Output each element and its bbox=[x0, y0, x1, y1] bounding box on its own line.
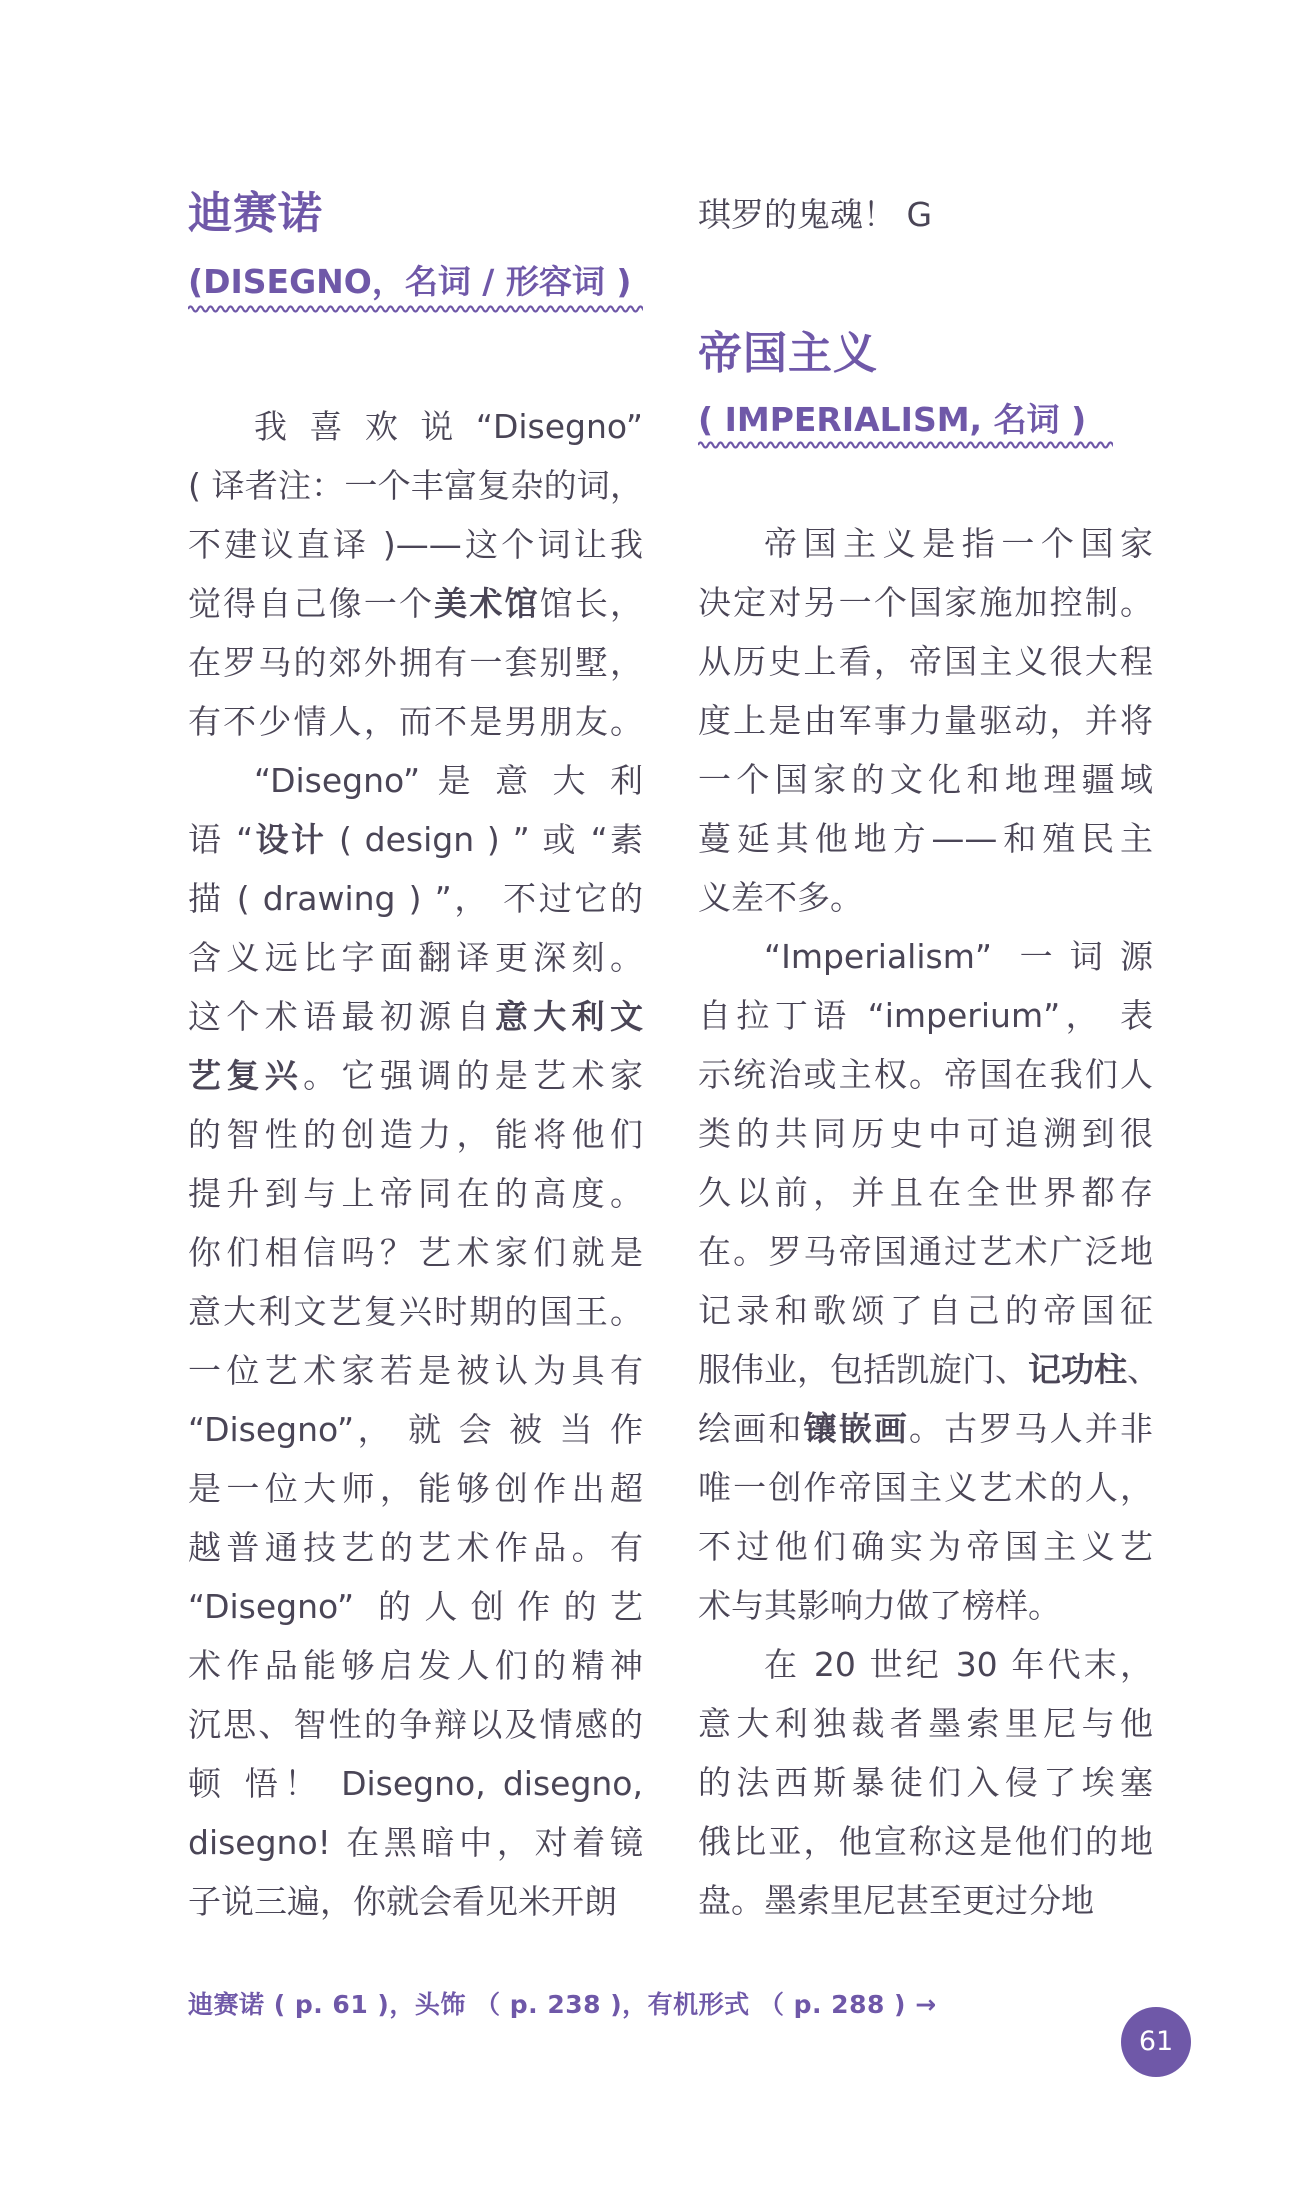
text-run: 自拉丁语 “imperium”， 表 bbox=[698, 996, 1153, 1035]
text-run: 意大利独裁者墨索里尼与他 bbox=[698, 1704, 1153, 1743]
body-line bbox=[698, 809, 1153, 868]
text-run: 。古罗马人并非 bbox=[909, 1409, 1154, 1448]
text-run: 觉得自己像一个 bbox=[188, 584, 435, 623]
text-run: 越普通技艺的艺术作品。有 bbox=[188, 1528, 643, 1567]
entry-pos-imperialism: ( IMPERIALISM, 名词 ) bbox=[698, 400, 1087, 439]
body-line bbox=[188, 1282, 643, 1341]
text-run: 我 喜 欢 说 “Disegno” bbox=[254, 407, 643, 446]
body-line bbox=[188, 1636, 643, 1695]
text-run: 服伟业，包括凯旋门、 bbox=[698, 1350, 1028, 1389]
text-run: 在。罗马帝国通过艺术广泛地 bbox=[698, 1232, 1153, 1271]
text-run: 术作品能够启发人们的精神 bbox=[188, 1646, 643, 1685]
body-line bbox=[698, 1163, 1153, 1222]
body-line bbox=[188, 1518, 643, 1577]
text-run: 记录和歌颂了自己的帝国征 bbox=[698, 1291, 1153, 1330]
text-run: 你们相信吗？艺术家们就是 bbox=[188, 1233, 643, 1272]
body-line bbox=[698, 986, 1153, 1045]
text-run: “Disegno” 的人创作的艺 bbox=[188, 1587, 643, 1626]
body-line bbox=[188, 1459, 643, 1518]
body-line bbox=[188, 1577, 643, 1636]
body-line bbox=[188, 397, 643, 456]
text-run: 、 bbox=[1127, 1350, 1160, 1389]
body-line bbox=[188, 1223, 643, 1282]
glossary-term: 设计 bbox=[253, 820, 327, 859]
body-line bbox=[188, 1105, 643, 1164]
body-line bbox=[698, 1104, 1153, 1163]
glossary-term: 美术馆 bbox=[434, 584, 540, 623]
glossary-term: 镶嵌画 bbox=[803, 1409, 909, 1448]
text-run: “Disegno” 是 意 大 利 bbox=[254, 761, 643, 800]
body-line bbox=[698, 1458, 1153, 1517]
text-run: 不过他们确实为帝国主义艺 bbox=[698, 1527, 1153, 1566]
body-line bbox=[698, 750, 1153, 809]
body-line bbox=[188, 1164, 643, 1223]
wavy-underline-disegno bbox=[188, 303, 643, 315]
body-line bbox=[698, 1517, 1153, 1576]
text-run: 从历史上看，帝国主义很大程 bbox=[698, 642, 1153, 681]
text-run: 绘画和 bbox=[698, 1409, 804, 1448]
text-run: 馆长， bbox=[539, 584, 644, 623]
body-line bbox=[188, 1046, 643, 1105]
text-run: 不建议直译 )——这个词让我 bbox=[188, 525, 643, 564]
text-run: 蔓延其他地方——和殖民主 bbox=[698, 819, 1153, 858]
entry-term-disegno: 迪赛诺 bbox=[188, 188, 323, 239]
text-run: “Imperialism” 一词源 bbox=[764, 937, 1153, 976]
text-run: 度上是由军事力量驱动，并将 bbox=[698, 701, 1153, 740]
body-line bbox=[698, 1576, 1153, 1635]
body-line bbox=[188, 1695, 643, 1754]
text-run: 语 “ bbox=[188, 820, 254, 859]
glossary-term: 意大利文 bbox=[494, 997, 644, 1036]
text-run: 盘。墨索里尼甚至更过分地 bbox=[698, 1881, 1094, 1920]
body-line bbox=[698, 1871, 1153, 1930]
text-run: 在 20 世纪 30 年代末， bbox=[764, 1645, 1153, 1684]
text-run: disegno! 在黑暗中，对着镜 bbox=[188, 1823, 643, 1862]
wavy-underline-imperialism bbox=[698, 439, 1113, 451]
body-line bbox=[698, 1222, 1153, 1281]
body-line bbox=[188, 1400, 643, 1459]
body-line bbox=[698, 1635, 1153, 1694]
text-run: 这个术语最初源自 bbox=[188, 997, 495, 1036]
cross-references: 迪赛诺 ( p. 61 )，头饰 （ p. 238 )，有机形式 （ p. 288 ) → bbox=[188, 1990, 937, 2019]
body-line bbox=[698, 1812, 1153, 1871]
entry-body-imperialism bbox=[698, 514, 1160, 1930]
page-number-badge: 61 bbox=[1121, 2007, 1191, 2077]
body-line bbox=[188, 692, 643, 751]
text-run: ( design ) ” 或 “素 bbox=[326, 820, 644, 859]
continued-line: 琪罗的鬼魂！ G bbox=[698, 195, 933, 234]
body-line bbox=[188, 1872, 643, 1931]
text-run: 帝国主义是指一个国家 bbox=[764, 524, 1153, 563]
text-run: 。它强调的是艺术家 bbox=[303, 1056, 644, 1095]
glossary-term: 记功柱 bbox=[1028, 1350, 1127, 1389]
entry-term-imperialism: 帝国主义 bbox=[698, 328, 878, 379]
body-line bbox=[188, 456, 643, 515]
text-run: 俄比亚，他宣称这是他们的地 bbox=[698, 1822, 1153, 1861]
body-line bbox=[698, 1340, 1160, 1399]
text-run: 一位艺术家若是被认为具有 bbox=[188, 1351, 643, 1390]
text-run: 有不少情人，而不是男朋友。 bbox=[188, 702, 643, 741]
text-run: 在罗马的郊外拥有一套别墅， bbox=[188, 643, 643, 682]
text-run: 子说三遍，你就会看见米开朗 bbox=[188, 1882, 617, 1921]
body-line bbox=[188, 928, 643, 987]
entry-body-disegno bbox=[188, 397, 643, 1931]
body-line bbox=[698, 1694, 1153, 1753]
body-line bbox=[188, 987, 643, 1046]
body-line bbox=[698, 691, 1153, 750]
body-line bbox=[698, 927, 1153, 986]
body-line bbox=[698, 1399, 1153, 1458]
text-run: 意大利文艺复兴时期的国王。 bbox=[188, 1292, 643, 1331]
text-run: 唯一创作帝国主义艺术的人， bbox=[698, 1468, 1153, 1507]
continued-text bbox=[698, 185, 1153, 244]
text-run: “Disegno”， 就 会 被 当 作 bbox=[188, 1410, 643, 1449]
text-run: 术与其影响力做了榜样。 bbox=[698, 1586, 1061, 1625]
text-run: 沉思、智性的争辩以及情感的 bbox=[188, 1705, 643, 1744]
body-line bbox=[698, 1281, 1153, 1340]
text-run: 是一位大师，能够创作出超 bbox=[188, 1469, 643, 1508]
body-line bbox=[698, 514, 1153, 573]
body-line bbox=[188, 515, 643, 574]
body-line bbox=[188, 869, 643, 928]
body-line bbox=[698, 632, 1153, 691]
text-run: 示统治或主权。帝国在我们人 bbox=[698, 1055, 1153, 1094]
body-line bbox=[188, 574, 643, 633]
body-line bbox=[188, 633, 643, 692]
glossary-term: 艺复兴 bbox=[188, 1056, 304, 1095]
text-run: 的法西斯暴徒们入侵了埃塞 bbox=[698, 1763, 1153, 1802]
text-run: 久以前，并且在全世界都存 bbox=[698, 1173, 1153, 1212]
text-run: 提升到与上帝同在的高度。 bbox=[188, 1174, 643, 1213]
body-line bbox=[188, 1813, 643, 1872]
body-line bbox=[698, 1753, 1153, 1812]
body-line bbox=[698, 1045, 1153, 1104]
body-line bbox=[698, 573, 1153, 632]
text-run: 顿 悟！ Disegno, disegno, bbox=[188, 1764, 643, 1803]
body-line bbox=[188, 1341, 643, 1400]
text-run: 义差不多。 bbox=[698, 878, 863, 917]
body-line bbox=[188, 751, 643, 810]
body-line bbox=[188, 810, 643, 869]
body-line bbox=[188, 1754, 643, 1813]
text-run: 描 ( drawing ) ”， 不过它的 bbox=[188, 879, 643, 918]
entry-pos-disegno: (DISEGNO，名词 / 形容词 ) bbox=[188, 262, 632, 301]
body-line bbox=[698, 868, 1153, 927]
text-run: 一个国家的文化和地理疆域 bbox=[698, 760, 1153, 799]
text-run: 类的共同历史中可追溯到很 bbox=[698, 1114, 1153, 1153]
text-run: 决定对另一个国家施加控制。 bbox=[698, 583, 1153, 622]
text-run: 的智性的创造力，能将他们 bbox=[188, 1115, 643, 1154]
text-run: ( 译者注：一个丰富复杂的词， bbox=[188, 466, 643, 505]
text-run: 含义远比字面翻译更深刻。 bbox=[188, 938, 643, 977]
